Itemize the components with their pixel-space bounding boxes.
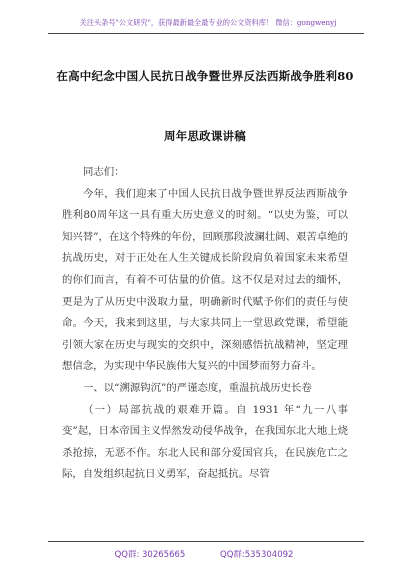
footer-qq-group-2: QQ群:535304092: [220, 550, 294, 560]
document-title-line-1: 在高中纪念中国人民抗日战争暨世界反法西斯战争胜利80: [56, 69, 354, 83]
document-body: [62, 162, 348, 486]
footer-qq-group-1: QQ群: 30265665: [114, 550, 186, 560]
header-divider: [48, 33, 364, 34]
document-title-line-2: 周年思政课讲稿: [164, 129, 246, 143]
section-heading: 一、以“溯源钩沉”的严谨态度，重温抗战历史长卷: [83, 381, 312, 394]
footer-divider: [48, 541, 364, 542]
paragraph-intro: 今年，我们迎来了中国人民抗日战争暨世界反法西斯战争胜利80周年这一具有重大历史意义的时刻。“以史为鉴，可以知兴替”，在这个特殊的年份，回顾那段波澜壮阔、艰苦卓绝的抗战历史，对于正处在人生关键成长阶段肩负着国家未来希望的你们而言，有着不可估量的价值。这不仅是对过去的缅怀，更是为了从历史中汲取力量，明确新时代赋予你们的责任与使命。今天，我来到这里，与大家共同上一堂思政党课，希望能引领大家在历史与现实的交织中，深刻感悟抗战精神，坚定理想信念，为实现中华民族伟大复兴的中国梦而努力奋斗。: [62, 187, 348, 373]
footer: [0, 548, 408, 560]
paragraph-subsection: （一）局部抗战的艰难开篇。自 1931 年“九一八事变”起，日本帝国主义悍然发动侵华战争，在我国东北大地上烧杀抢掠，无恶不作。东北人民和部分爱国官兵，在民族危亡之际，自发组织起抗日义勇军，奋起抵抗。尽管: [62, 403, 348, 481]
greeting: 同志们：: [83, 166, 125, 178]
header-banner: 关注头条号"公文研究"，获得最新最全最专业的公文资料库！ 微信：gongwenyj: [79, 18, 337, 27]
